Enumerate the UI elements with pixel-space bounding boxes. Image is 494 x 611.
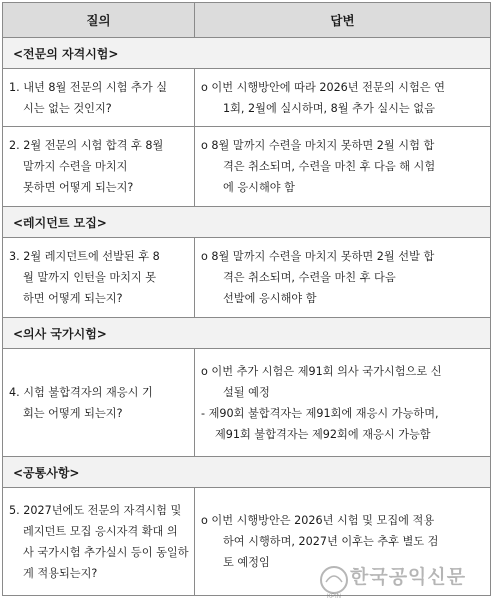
section-row [3, 457, 491, 488]
question-line: 시는 없는 것인지? [23, 101, 112, 115]
question-line: 못하면 어떻게 되는지? [23, 181, 134, 194]
question-line: 월 말까지 인턴을 마치지 못 [23, 271, 157, 284]
question-line: 말까지 수련을 마치지 [23, 160, 128, 173]
section-title-resident-recruitment: <레지던트 모집> [3, 207, 491, 238]
answer-line: 설될 예정 [223, 385, 270, 399]
answer-line: o 이번 시행방안은 2026년 시험 및 모집에 적용 [201, 514, 435, 527]
answer-cell [195, 127, 491, 207]
answer-line: 1회, 2월에 실시하며, 8월 추가 실시는 없음 [223, 101, 435, 115]
question-line: 1. 내년 8월 전문의 시험 추가 실 [9, 80, 168, 94]
question-cell [3, 349, 195, 457]
question-line: 레지던트 모집 응시자격 확대 의 [23, 524, 178, 538]
table-row [3, 69, 491, 127]
section-title-common: <공통사항> [3, 457, 491, 488]
question-line: 2. 2월 전문의 시험 합격 후 8월 [9, 139, 164, 152]
question-cell [3, 488, 195, 596]
answer-line: 토 예정임 [223, 556, 270, 569]
section-title-specialist-exam: <전문의 자격시험> [3, 38, 491, 69]
answer-line: - 제90회 불합격자는 제91회에 재응시 가능하며, [201, 406, 439, 420]
question-cell [3, 127, 195, 207]
answer-cell [195, 69, 491, 127]
question-line: 회는 어떻게 되는지? [23, 406, 123, 420]
question-line: 사 국가시험 추가실시 등이 동일하 [23, 545, 189, 559]
answer-line: 제91회 불합격자는 제92회에 재응시 가능함 [215, 427, 431, 441]
faq-table [2, 2, 491, 596]
answer-cell [195, 349, 491, 457]
question-cell [3, 238, 195, 318]
table-row [3, 127, 491, 207]
question-line: 3. 2월 레지던트에 선발된 후 8 [9, 250, 160, 263]
table-header-row [3, 3, 491, 38]
answer-line: 선발에 응시해야 함 [223, 292, 317, 305]
question-line: 게 적용되는지? [23, 566, 98, 580]
answer-cell [195, 238, 491, 318]
answer-line: o 8월 말까지 수련을 마치지 못하면 2월 시험 합 [201, 139, 435, 152]
answer-column-header: 답변 [195, 3, 491, 38]
section-row [3, 207, 491, 238]
question-cell [3, 69, 195, 127]
table-row [3, 238, 491, 318]
question-line: 5. 2027년에도 전문의 자격시험 및 [9, 503, 182, 517]
section-title-national-exam: <의사 국가시험> [3, 318, 491, 349]
watermark-text: 한국공익신문 [350, 566, 467, 588]
answer-line: 에 응시해야 함 [223, 181, 295, 194]
answer-line: o 이번 추가 시험은 제91회 의사 국가시험으로 신 [201, 364, 442, 378]
answer-line: 격은 취소되며, 수련을 마친 후 다음 [223, 271, 396, 284]
answer-line: o 8월 말까지 수련을 마치지 못하면 2월 선발 합 [201, 250, 435, 263]
answer-line: 하여 시행하며, 2027년 이후는 추후 별도 검 [223, 535, 439, 548]
watermark-emblem-text: KPIN [326, 594, 342, 600]
answer-line: 격은 취소되며, 수련을 마친 후 다음 해 시험 [223, 160, 436, 173]
question-column-header: 질의 [3, 3, 195, 38]
answer-line: o 이번 시행방안에 따라 2026년 전문의 시험은 연 [201, 80, 445, 94]
table-row [3, 349, 491, 457]
section-row [3, 38, 491, 69]
question-line: 4. 시험 불합격자의 재응시 기 [9, 385, 153, 399]
question-line: 하면 어떻게 되는지? [23, 292, 123, 305]
section-row [3, 318, 491, 349]
